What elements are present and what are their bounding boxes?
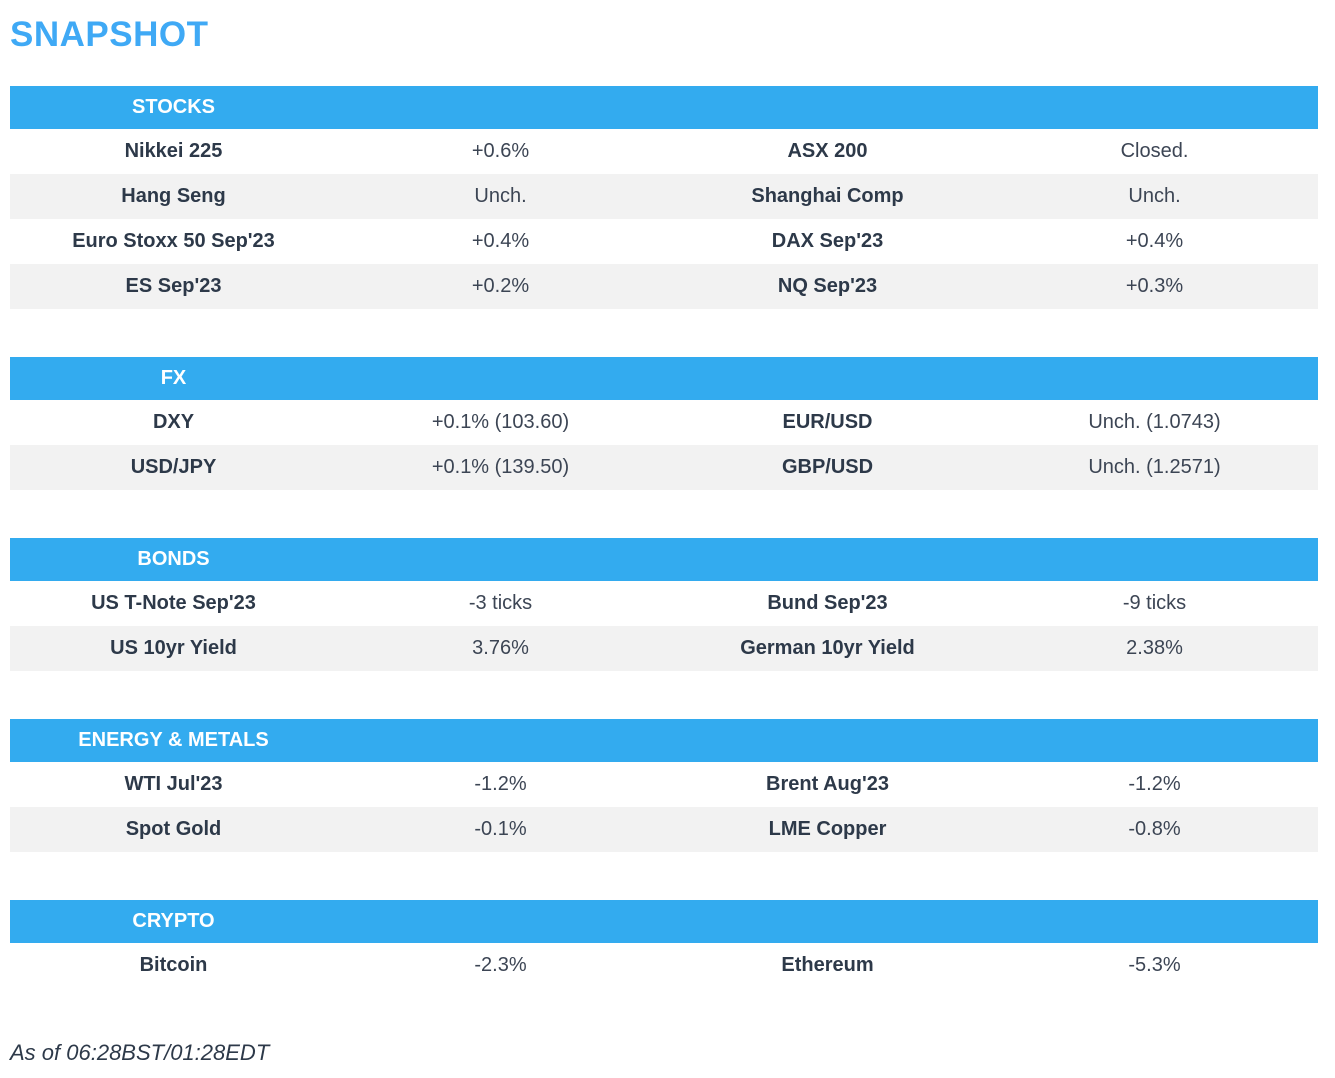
table-row (10, 129, 1318, 174)
table-row (10, 174, 1318, 219)
instrument-value: -1.2% (1128, 773, 1181, 795)
instrument-value: -1.2% (474, 773, 527, 795)
instrument-label: Spot Gold (125, 818, 222, 840)
section-title: STOCKS (132, 96, 215, 118)
table-row (10, 762, 1318, 807)
instrument-label: Shanghai Comp (751, 185, 904, 207)
section (10, 900, 1318, 988)
instrument-label: Bitcoin (139, 954, 208, 976)
section-header (10, 719, 1318, 762)
instrument-value: -9 ticks (1122, 592, 1187, 614)
instrument-label: German 10yr Yield (740, 637, 915, 659)
instrument-value: +0.4% (1125, 230, 1184, 252)
section (10, 719, 1318, 852)
table-row (10, 219, 1318, 264)
instrument-label: Brent Aug'23 (766, 773, 889, 795)
instrument-label: Hang Seng (121, 185, 226, 207)
table-row (10, 400, 1318, 445)
table-row (10, 445, 1318, 490)
instrument-value: -5.3% (1128, 954, 1181, 976)
instrument-label: LME Copper (768, 818, 887, 840)
page-title: SNAPSHOT (10, 15, 209, 54)
instrument-label: DXY (152, 411, 195, 433)
instrument-label: Ethereum (781, 954, 874, 976)
instrument-value: Unch. (1128, 185, 1181, 207)
instrument-value: -2.3% (474, 954, 527, 976)
instrument-value: Closed. (1120, 140, 1189, 162)
section (10, 86, 1318, 309)
instrument-label: Bund Sep'23 (767, 592, 888, 614)
table-row (10, 626, 1318, 671)
sections-container (0, 86, 1335, 988)
section-title: ENERGY & METALS (78, 729, 269, 751)
instrument-value: +0.1% (139.50) (431, 456, 570, 478)
instrument-value: +0.2% (471, 275, 530, 297)
instrument-value: -0.8% (1128, 818, 1181, 840)
instrument-value: Unch. (1.2571) (1088, 456, 1221, 478)
section (10, 357, 1318, 490)
instrument-label: DAX Sep'23 (771, 230, 884, 252)
instrument-label: Euro Stoxx 50 Sep'23 (72, 230, 275, 252)
table-row (10, 807, 1318, 852)
section-title: CRYPTO (132, 910, 215, 932)
section-header (10, 357, 1318, 400)
instrument-label: GBP/USD (781, 456, 874, 478)
instrument-label: Nikkei 225 (124, 140, 223, 162)
instrument-value: +0.1% (103.60) (431, 411, 570, 433)
instrument-value: -3 ticks (468, 592, 533, 614)
timestamp-footer: As of 06:28BST/01:28EDT (10, 1040, 270, 1065)
instrument-label: US T-Note Sep'23 (91, 592, 256, 614)
section-title: FX (160, 367, 187, 389)
table-row (10, 264, 1318, 309)
instrument-label: USD/JPY (130, 456, 217, 478)
instrument-label: EUR/USD (782, 411, 873, 433)
section-header (10, 900, 1318, 943)
section-header (10, 538, 1318, 581)
instrument-value: -0.1% (474, 818, 527, 840)
instrument-value: Unch. (474, 185, 527, 207)
instrument-value: +0.3% (1125, 275, 1184, 297)
table-row (10, 581, 1318, 626)
instrument-label: NQ Sep'23 (777, 275, 878, 297)
instrument-label: ES Sep'23 (125, 275, 222, 297)
instrument-label: WTI Jul'23 (124, 773, 223, 795)
section-title: BONDS (137, 548, 210, 570)
section (10, 538, 1318, 671)
instrument-label: ASX 200 (787, 140, 868, 162)
instrument-value: 2.38% (1126, 637, 1183, 659)
instrument-label: US 10yr Yield (110, 637, 237, 659)
table-row (10, 943, 1318, 988)
instrument-value: 3.76% (472, 637, 529, 659)
instrument-value: +0.6% (471, 140, 530, 162)
instrument-value: Unch. (1.0743) (1088, 411, 1221, 433)
section-header (10, 86, 1318, 129)
instrument-value: +0.4% (471, 230, 530, 252)
